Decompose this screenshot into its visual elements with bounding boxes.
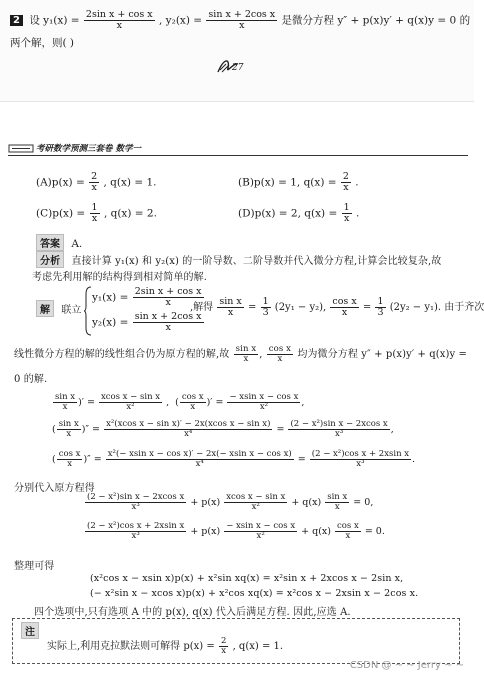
page-gap <box>0 102 474 138</box>
option-a-label: (A)p(x) = <box>36 176 85 189</box>
option-d-q-fraction: $\frac{1}{x}$ <box>343 202 350 224</box>
arrange-intro: 整理可得 <box>14 561 55 572</box>
cosx-over-x: $\frac{\text{cos x}}{x}$ <box>332 296 357 318</box>
option-c-p-fraction: $\frac{1}{x}$ <box>91 202 98 224</box>
option-b <box>238 172 359 193</box>
solution-tag: 解 <box>36 300 54 317</box>
page-number: 27 <box>232 63 244 73</box>
deriv-line-3: ( $\frac{\text{cos x}}{x}$ )″ = $\frac{\text{x²(− xsin x − cos x)′ − 2x(− xsin x − cos x)}}{\text{x⁴}}$ = $\frac{\text{(2 − x²)cos x + 2xsin x}}{\text{x³}}$ . <box>52 449 416 469</box>
option-c-q: , q(x) = 2. <box>103 207 157 220</box>
sinx-over-x: $\frac{\text{sin x}}{x}$ <box>219 296 242 318</box>
system-eq-2: y₂(x) = $\frac{\text{sin x + 2cos x}}{x}$ <box>92 311 202 333</box>
note-p-fraction: $\frac{2}{x}$ <box>220 636 227 656</box>
conclusion-line: 四个选项中,只有选项 A 中的 p(x), q(x) 代入后满足方程. 因此,应选 A. <box>34 607 351 618</box>
d4-result: $\frac{\text{(2 − x²)cos x + 2xsin x}}{\text{x³}}$ <box>311 449 410 469</box>
d3-fraction: $\frac{\text{x²(xcos x − sin x)′ − 2x(xcos x − sin x)}}{\text{x⁴}}$ <box>106 419 271 439</box>
option-b-q-fraction: $\frac{2}{x}$ <box>342 171 349 193</box>
y1-fraction: $\frac{\text{2sin x + cos x}}{x}$ <box>85 9 153 31</box>
book-header <box>8 142 468 156</box>
analysis-line2: 考虑先利用解的结构得到相对简单的解. <box>32 272 207 283</box>
analysis-line1 <box>36 251 441 268</box>
arrange-line-2: (− x²sin x − xcos x)p(x) + x²cos xq(x) = x²cos x − 2xsin x − 2cos x. <box>90 588 419 599</box>
deriv-line-2: ( $\frac{\text{sin x}}{x}$ )″ = $\frac{\text{x²(xcos x − sin x)′ − 2x(xcos x − sin x)}}{\text{x⁴}}$ = $\frac{\text{(2 − x²)sin x − 2xcos x}}{\text{x³}}$ , <box>52 419 394 439</box>
option-d-label: (D)p(x) = 2, q(x) = <box>238 207 338 220</box>
d1-fraction: $\frac{\text{xcos x − sin x}}{\text{x²}}$ <box>100 392 161 412</box>
answer-value: A. <box>71 238 83 250</box>
d2-fraction: $\frac{\text{− xsin x − cos x}}{\text{x²}}$ <box>229 392 299 412</box>
d3-result: $\frac{\text{(2 − x²)sin x − 2xcos x}}{\text{x³}}$ <box>290 419 388 439</box>
problem-statement-line1 <box>10 10 470 31</box>
analysis-tag: 分析 <box>36 251 64 268</box>
one-third-a: $\frac{1}{3}$ <box>262 296 269 318</box>
note-text: 实际上,利用克拉默法则可解得 p(x) = $\frac{2}{x}$ , q(x) = 1. <box>47 636 284 656</box>
deriv-line-1: $\frac{\text{sin x}}{x}$ )′ = $\frac{\text{xcos x − sin x}}{\text{x²}}$ , ( $\frac{\text{cos x}}{x}$ )′ = $\frac{\text{− xsin x − cos x}}{\text{x²}}$ , <box>55 392 305 412</box>
option-a-p-fraction: $\frac{2}{x}$ <box>91 171 98 193</box>
line-a-cos-frac: $\frac{\text{cos x}}{x}$ <box>268 344 292 364</box>
y2-fraction: $\frac{\text{sin x + 2cos x}}{x}$ <box>208 9 276 31</box>
option-c <box>36 203 157 224</box>
header-title: 考研数学预测三套卷 数学一 <box>36 144 141 154</box>
note-box <box>12 618 460 664</box>
d1-paren: $\frac{\text{sin x}}{x}$ <box>55 392 76 412</box>
system-eq-2-fraction: $\frac{\text{sin x + 2cos x}}{x}$ <box>134 311 202 333</box>
substitute-intro: 分别代入原方程得 <box>14 483 95 494</box>
d2-paren: $\frac{\text{cos x}}{x}$ <box>181 392 204 412</box>
note-tag: 注 <box>21 622 39 639</box>
y2-lhs: , y₂(x) = <box>159 14 203 27</box>
line-a-sin-frac: $\frac{\text{sin x}}{x}$ <box>235 344 257 364</box>
one-third-b: $\frac{1}{3}$ <box>377 296 384 318</box>
option-c-label: (C)p(x) = <box>36 207 86 220</box>
problem-statement-line2: 两个解，则( ) <box>10 37 75 49</box>
substitute-eq-2: $\frac{\text{(2 − x²)cos x + 2xsin x}}{\text{x³}}$ + p(x) $\frac{\text{− xsin x − cos x}}{\text{x²}}$ + q(x) $\frac{\text{cos x}}{x}$ = 0. <box>87 521 385 541</box>
solution-line-a: 线性微分方程的解的线性组合仍为原方程的解,故 $\frac{\text{sin x}}{x}$ , $\frac{\text{cos x}}{x}$ 均为微分方程 y″ + p(x)y′ + q(x)y = <box>14 344 467 364</box>
previous-page-fragment <box>0 0 474 102</box>
solved-relations: ,解得 $\frac{\text{sin x}}{x}$ = $\frac{1}{3}$ (2y₁ − y₂), $\frac{\text{cos x}}{x}$ = $\frac{1}{3}$ (2y₂ − y₁). 由于齐次 <box>190 296 484 318</box>
option-b-label: (B)p(x) = 1, q(x) = <box>238 176 337 189</box>
analysis-text-1: 直接计算 y₁(x) 和 y₂(x) 的一阶导数、二阶导数并代入微分方程,计算会比较复杂,故 <box>71 256 442 267</box>
option-d-end: . <box>355 207 360 220</box>
option-d <box>238 203 359 224</box>
option-b-end: . <box>355 176 359 189</box>
y1-lhs: y₁(x) = <box>43 14 80 27</box>
problem-number-badge: 2 <box>10 15 23 26</box>
option-a-q: , q(x) = 1. <box>103 176 157 189</box>
lianli-text: 联立 <box>61 305 82 316</box>
statement-tail: 是微分方程 y″ + p(x)y′ + q(x)y = 0 的 <box>281 14 471 27</box>
answer-tag: 答案 <box>36 234 64 251</box>
d4-fraction: $\frac{\text{x²(− xsin x − cos x)′ − 2x(− xsin x − cos x)}}{\text{x⁴}}$ <box>107 449 292 469</box>
arrange-line-1: (x²cos x − xsin x)p(x) + x²sin xq(x) = x²sin x + 2xcos x − 2sin x, <box>90 573 404 584</box>
csdn-watermark: CSDN @ ~ ~ Jerry ~ ~ <box>349 660 464 671</box>
system-eq-1: y₁(x) = $\frac{\text{2sin x + cos x}}{x}$ <box>92 286 202 308</box>
system-eq-1-fraction: $\frac{\text{2sin x + cos x}}{x}$ <box>134 286 202 308</box>
answer-row <box>36 234 82 251</box>
substitute-eq-1: $\frac{\text{(2 − x²)sin x − 2xcos x}}{\text{x³}}$ + p(x) $\frac{\text{xcos x − sin x}}{\text{x²}}$ + q(x) $\frac{\text{sin x}}{x}$ = 0, <box>87 492 374 512</box>
intro-text: 设 <box>29 14 40 27</box>
system-brace-icon <box>84 286 92 336</box>
solution-line-b: 0 的解. <box>14 374 48 385</box>
book-logo-icon <box>8 143 34 154</box>
solution-tag-row <box>36 300 81 317</box>
option-a <box>36 172 157 193</box>
